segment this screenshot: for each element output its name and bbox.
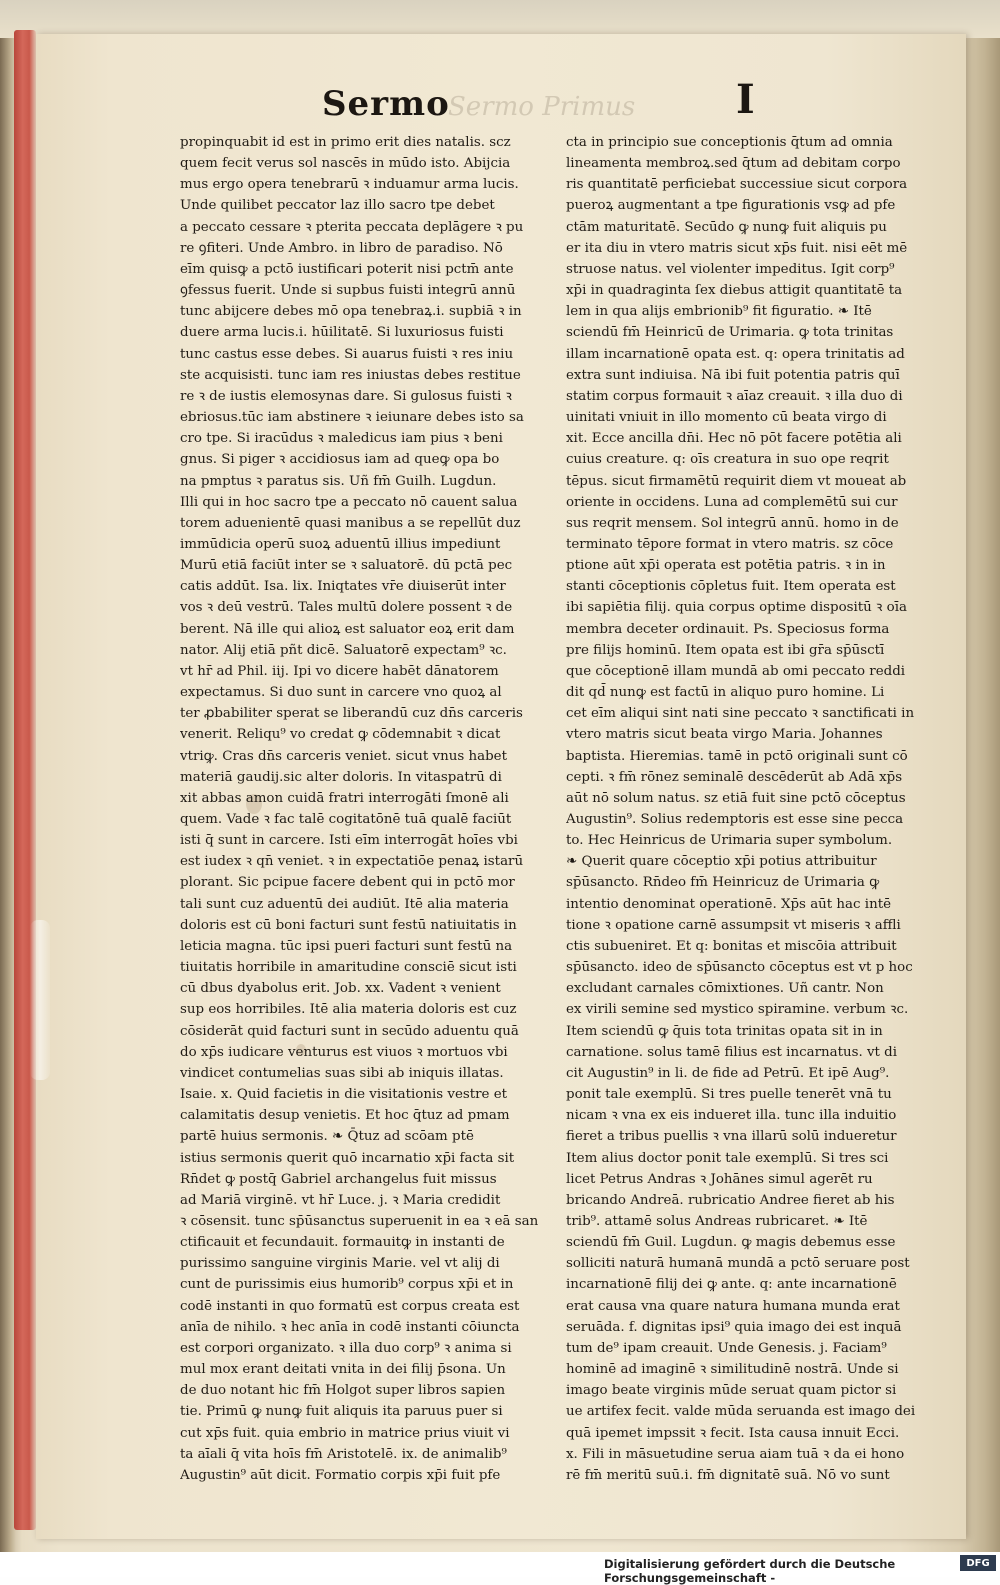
text-line: vt hr̄ ad Phil. iij. Ipi vo dicere habēt dānatorem xyxy=(180,663,499,679)
text-line: struose natus. vel violenter impeditus. Igit corp⁹ xyxy=(566,261,895,277)
text-line: terminato tēpore format in vtero matris. sz cōce xyxy=(566,536,894,552)
text-line: cet eīm aliqui sint nati sine peccato ꝛ sanctificati in xyxy=(566,706,915,722)
text-line: vtriꝙ. Cras dn̄s carceris veniet. sicut vnus habet xyxy=(180,748,507,764)
text-line: fieret a tribus puellis ꝛ vna illarū solū indueretur xyxy=(566,1129,897,1145)
glass-clip-reflection xyxy=(30,920,50,1080)
text-line: na pmptus ꝛ paratus sis. Uñ fm̄ Guilh. Lugdun. xyxy=(180,473,497,489)
text-line: ta aīali q̄ vita hoīs fm̄ Aristotelē. ix. de animalib⁹ xyxy=(180,1446,507,1462)
text-line: imago beate virginis mūde seruat quam pictor si xyxy=(566,1383,897,1399)
text-line: ste acquisisti. tunc iam res iniustas debes restitue xyxy=(180,367,521,383)
text-line: incarnationē filij dei ꝙ ante. q: ante incarnationē xyxy=(566,1277,897,1293)
text-line: purissimo sanguine virginis Marie. vel vt alij di xyxy=(180,1256,500,1272)
text-line: cta in principio sue conceptionis q̄tum ad omnia xyxy=(566,135,893,150)
text-line: eīm quisꝙ a pctō iustificari poterit nisi pctm̄ ante xyxy=(180,261,514,277)
text-line: dit qd̄ nunꝙ est factū in aliquo puro homine. Li xyxy=(566,685,885,701)
text-line: ebriosus.tūc iam abstinere ꝛ ieiunare debes isto sa xyxy=(180,410,524,426)
text-line: quem fecit verus sol nascēs in mūdo isto. Abijcia xyxy=(180,156,511,172)
page-top-edge xyxy=(0,0,1000,38)
text-line: tunc castus esse debes. Si auarus fuisti ꝛ res iniu xyxy=(180,346,514,362)
text-line: tiuitatis horribile in amaritudine consciē sicut isti xyxy=(180,960,517,976)
text-line: Item sciendū ꝙ q̄uis tota trinitas opata sit in in xyxy=(566,1023,883,1039)
text-line: expectamus. Si duo sunt in carcere vno quoꝝ al xyxy=(180,685,502,701)
text-line: Isaie. x. Quid facietis in die visitationis vestre et xyxy=(180,1087,508,1103)
text-line: partē huius sermonis. ❧ Q̄tuz ad scōam ptē xyxy=(180,1129,474,1145)
text-line: trib⁹. attamē solus Andreas rubricaret. ❧ Itē xyxy=(566,1213,868,1229)
text-line: tie. Primū ꝙ nunꝙ fuit aliquis ita paruus puer si xyxy=(180,1404,503,1420)
text-line: materiā gaudij.sic alter doloris. In vitaspatrū di xyxy=(180,769,502,785)
text-line: seruāda. f. dignitas ipsi⁹ quia imago dei est inquā xyxy=(566,1319,902,1335)
text-line: nicam ꝛ vna ex eis indueret illa. tunc illa induitio xyxy=(566,1108,897,1124)
text-line: mus ergo opera tenebrarū ꝛ induamur arma lucis. xyxy=(180,177,519,193)
text-line: leticia magna. tūc ipsi pueri facturi sunt festū na xyxy=(180,938,513,954)
text-line: er ita diu in vtero matris sicut xp̄s fuit. nisi eēt mē xyxy=(566,240,908,256)
text-line: Rn̄det ꝙ postq̄ Gabriel archangelus fuit missus xyxy=(180,1171,497,1187)
text-line: ctām maturitatē. Secūdo ꝙ nunꝙ fuit aliquis pu xyxy=(566,219,887,235)
text-line: lem in qua alijs embrionib⁹ fit figuratio. ❧ Itē xyxy=(566,304,872,320)
text-line: baptista. Hieremias. tamē in pctō originali sunt cō xyxy=(566,748,908,764)
text-line: venerit. Reliqu⁹ vo credat ꝙ cōdemnabit ꝛ dicat xyxy=(180,727,501,743)
text-line: pre filijs hominū. Item opata est ibi gr̄a sp̄ūsctī xyxy=(566,642,885,658)
text-line: vos ꝛ deū vestrū. Tales multū dolere possent ꝛ de xyxy=(180,600,513,616)
text-line: quā ipemet impssit ꝛ fecit. Ista causa innuit Ecci. xyxy=(566,1425,900,1441)
text-line: immūdicia operū suoꝝ aduentū illius impediunt xyxy=(180,536,501,552)
text-line: tum de⁹ ipam creauit. Unde Genesis. j. Faciam⁹ xyxy=(566,1340,887,1356)
text-line: a peccato cessare ꝛ pterita peccata deplāgere ꝛ pu xyxy=(180,219,524,235)
text-line: extra sunt indiuisa. Nā ibi fuit potentia patris quī xyxy=(566,367,900,383)
text-line: statim corpus formauit ꝛ aīaz creauit. ꝛ illa duo di xyxy=(566,388,903,404)
text-line: berent. Nā ille qui alioꝝ est saluator eoꝝ erit dam xyxy=(180,621,515,637)
text-line: ꝛ cōsensit. tunc sp̄ūsanctus superuenit in ea ꝛ eā san xyxy=(180,1213,539,1229)
text-line: est corpori organizato. ꝛ illa duo corp⁹ ꝛ anima si xyxy=(180,1340,512,1356)
text-line: xit abbas amon cuidā fratri interrogāti ſmonē ali xyxy=(180,790,509,806)
text-line: plorant. Sic pcipue facere debent qui in pctō mor xyxy=(180,875,515,891)
text-column-left xyxy=(180,132,548,1486)
text-line: sciendū fm̄ Guil. Lugdun. ꝙ magis debemus esse xyxy=(566,1235,896,1251)
text-line: est iudex ꝛ qn̄ veniet. ꝛ in expectatiōe penaꝝ istarū xyxy=(180,854,524,870)
text-line: ꝯfessus fuerit. Unde si supbus fuisti integrū annū xyxy=(180,283,516,299)
text-line: cit Augustin⁹ in li. de fide ad Petrū. Et ipē Aug⁹. xyxy=(566,1065,890,1081)
text-line: Illi qui in hoc sacro tpe a peccato nō cauent salua xyxy=(180,494,518,510)
text-line: ❧ Querit quare cōceptio xp̄i potius attribuitur xyxy=(566,854,877,870)
text-line: hominē ad imaginē ꝛ similitudinē nostrā. Unde si xyxy=(566,1362,899,1378)
text-line: vindicet contumelias suas sibi ab iniquis illatas. xyxy=(180,1065,504,1081)
text-line: ibi sapiētia filij. quia corpus optime dispositū ꝛ oīa xyxy=(566,600,907,616)
folio-number: I xyxy=(736,76,755,123)
text-line: mul mox erant deitati vnita in dei filij p̄sona. Un xyxy=(180,1362,506,1378)
text-line: codē instanti in quo formatū est corpus creata est xyxy=(180,1298,520,1314)
text-line: que cōceptionē illam mundā ab omi peccato reddi xyxy=(566,663,906,679)
text-line: erat causa vna quare natura humana munda erat xyxy=(566,1298,900,1314)
text-line: ter ꝓbabiliter sperat se liberandū cuz dn̄s carceris xyxy=(180,706,523,722)
text-line: ctis subueniret. Et q: bonitas et miscōia attribuit xyxy=(566,938,897,954)
text-line: de duo notant hic fm̄ Holgot super libros sapien xyxy=(180,1383,506,1399)
text-line: anīa de nihilo. ꝛ hec anīa in codē instanti cōiuncta xyxy=(180,1319,520,1335)
text-line: illam incarnationē opata est. q: opera trinitatis ad xyxy=(566,346,905,362)
text-line: pueroꝝ augmentant a tpe figurationis vsꝙ ad pfe xyxy=(566,198,896,214)
text-line: licet Petrus Andras ꝛ Johānes simul agerēt ru xyxy=(566,1171,873,1187)
text-line: cro tpe. Si iracūdus ꝛ maledicus iam pius ꝛ beni xyxy=(180,431,503,447)
text-line: isti q̄ sunt in carcere. Isti eīm interrogāt hoīes vbi xyxy=(180,833,518,849)
text-line: uinitati vniuit in illo momento cū beata virgo di xyxy=(566,410,887,426)
text-line: aūt nō solum natus. sz etiā fuit sine pctō cōceptus xyxy=(566,790,906,806)
text-line: do xp̄s iudicare venturus est viuos ꝛ mortuos vbi xyxy=(180,1044,508,1060)
text-line: x. Fili in māsuetudine serua aiam tuā ꝛ da ei hono xyxy=(566,1446,905,1462)
running-title: Sermo xyxy=(322,84,450,124)
text-line: cuius creature. q: oīs creatura in suo ope reqrit xyxy=(566,452,889,468)
text-line: solliciti naturā humanā mundā a pctō seruare post xyxy=(566,1256,910,1272)
text-line: Item alius doctor ponit tale exemplū. Si tres sci xyxy=(566,1150,889,1166)
text-line: quem. Vade ꝛ fac talē cogitatōnē tuā qualē faciūt xyxy=(180,812,512,827)
red-page-edges xyxy=(14,30,36,1530)
text-line: ad Mariā virginē. vt hr̄ Luce. j. ꝛ Maria credidit xyxy=(180,1192,501,1208)
text-line: torem aduenientē quasi manibus a se repellūt duz xyxy=(180,515,521,531)
text-line: rē fm̄ meritū suū.i. fm̄ dignitatē suā. Nō vo sunt xyxy=(566,1467,890,1483)
text-line: tēpus. sicut firmamētū requirit diem vt moueat ab xyxy=(566,473,907,489)
text-line: cū dbus dyabolus erit. Job. xx. Vadent ꝛ venient xyxy=(180,981,501,997)
text-line: tali sunt cuz aduentū dei audiūt. Itē alia materia xyxy=(180,896,509,912)
text-line: sp̄ūsancto. Rn̄deo fm̄ Heinricuz de Urimaria ꝙ xyxy=(566,875,880,891)
text-line: ponit tale exemplū. Si tres puelle tenerēt vnā tu xyxy=(566,1087,892,1103)
text-line: Augustin⁹. Solius redemptoris est esse sine pecca xyxy=(566,812,904,827)
text-line: cōsiderāt quid facturi sunt in secūdo aduentu quā xyxy=(180,1023,519,1039)
text-line: cunt de purissimis eius humorib⁹ corpus xp̄i et in xyxy=(180,1277,514,1293)
text-line: re ꝛ de iustis elemosynas dare. Si gulosus fuisti ꝛ xyxy=(180,388,512,404)
text-line: calamitatis desup venietis. Et hoc q̄tuz ad pmam xyxy=(180,1108,510,1124)
funding-notice: Digitalisierung gefördert durch die Deutsche Forschungsgemeinschaft - xyxy=(604,1557,896,1585)
text-line: ptione aūt xp̄i operata est potētia patris. ꝛ in in xyxy=(566,558,886,574)
text-line: carnatione. solus tamē filius est incarnatus. vt di xyxy=(566,1044,898,1060)
text-line: intentio denominat operationē. Xp̄s aūt hac intē xyxy=(566,896,892,912)
text-line: catis addūt. Isa. lix. Iniqtates vr̄e diuiserūt inter xyxy=(180,579,506,595)
text-line: ue artifex fecit. valde mūda seruanda est imago dei xyxy=(566,1404,916,1420)
text-line: ex virili semine sed mystico spiramine. verbum ꝛc. xyxy=(566,1002,909,1018)
text-line: tunc abijcere debes mō opa tenebraꝝ.i. supbiā ꝛ in xyxy=(180,304,522,320)
text-line: lineamenta membroꝝ.sed q̄tum ad debitam corpo xyxy=(566,156,901,172)
text-line: stanti cōceptionis cōpletus fuit. Item operata est xyxy=(566,579,896,595)
show-through-title: Sermo Primus xyxy=(448,92,636,122)
text-line: xit. Ecce ancilla dn̄i. Hec nō pōt facere potētia ali xyxy=(566,431,902,447)
text-line: bricando Andreā. rubricatio Andree fieret ab his xyxy=(566,1192,895,1208)
text-line: cepti. ꝛ fm̄ rōnez seminalē descēderūt ab Adā xp̄s xyxy=(566,769,903,785)
text-line: gnus. Si piger ꝛ accidiosus iam ad queꝙ opa bo xyxy=(180,452,500,468)
text-line: istius sermonis querit quō incarnatio xp̄i facta sit xyxy=(180,1150,515,1166)
text-line: Murū etiā faciūt inter se ꝛ saluatorē. dū pctā pec xyxy=(180,558,513,574)
text-line: excludant carnales cōmixtiones. Uñ cantr. Non xyxy=(566,981,884,997)
text-line: to. Hec Heinricus de Urimaria super symbolum. xyxy=(566,833,893,849)
text-line: re ꝯfiteri. Unde Ambro. in libro de paradiso. Nō xyxy=(180,240,503,256)
text-line: propinquabit id est in primo erit dies natalis. scz xyxy=(180,135,511,150)
text-line: xp̄i in quadraginta ſex diebus attigit quantitatē ta xyxy=(566,283,903,299)
text-line: doloris est cū boni facturi sunt festū natiuitatis in xyxy=(180,917,517,933)
text-line: ris quantitatē perficiebat successiue sicut corpora xyxy=(566,177,908,193)
text-line: sup eos horribiles. Itē alia materia doloris est cuz xyxy=(180,1002,517,1018)
text-column-right xyxy=(566,132,944,1486)
text-line: cut xp̄s fuit. quia embrio in matrice prius viuit vi xyxy=(180,1425,510,1441)
text-line: sus reqrit mensem. Sol integrū annū. homo in de xyxy=(566,515,899,531)
text-line: Unde quilibet peccator laz illo sacro tpe debet xyxy=(180,198,495,214)
text-line: sciendū fm̄ Heinricū de Urimaria. ꝙ tota trinitas xyxy=(566,325,894,341)
text-line: duere arma lucis.i. hūilitatē. Si luxuriosus fuisti xyxy=(180,325,504,341)
text-line: vtero matris sicut beata virgo Maria. Johannes xyxy=(566,727,883,743)
text-line: oriente in occidens. Luna ad complemētū sui cur xyxy=(566,494,898,510)
text-line: nator. Alij etiā pñt dicē. Saluatorē expectam⁹ ꝛc. xyxy=(180,642,507,658)
text-line: sp̄ūsancto. ideo de sp̄ūsancto cōceptus est vt p hoc xyxy=(566,960,913,976)
text-line: Augustin⁹ aūt dicit. Formatio corpis xp̄i fuit pfe xyxy=(180,1467,501,1483)
text-line: membra deceter ordinauit. Ps. Speciosus forma xyxy=(566,621,890,637)
text-line: tione ꝛ opatione carnē assumpsit vt miseris ꝛ affli xyxy=(566,917,901,933)
dfg-logo: DFG xyxy=(960,1555,996,1571)
text-line: ctificauit et fecundauit. formauitꝙ in instanti de xyxy=(180,1235,505,1251)
